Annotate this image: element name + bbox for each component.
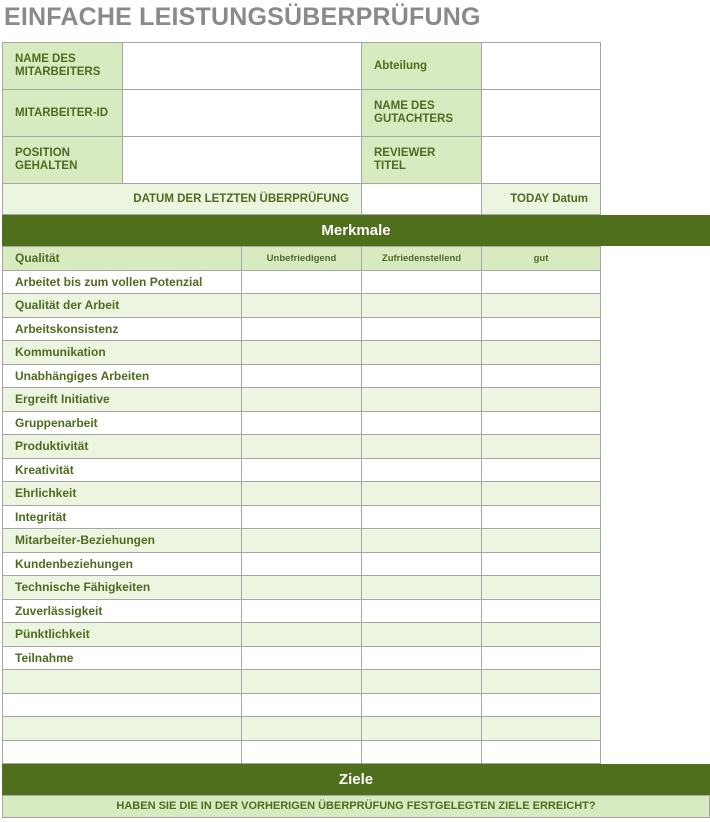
rating-cell[interactable] <box>482 482 601 506</box>
rating-cell[interactable] <box>362 599 482 623</box>
trait-row <box>3 411 601 435</box>
trait-label: Ergreift Initiative <box>3 388 242 412</box>
trait-label: Ehrlichkeit <box>3 482 242 506</box>
trait-row <box>3 458 601 482</box>
goals-question: HABEN SIE DIE IN DER VORHERIGEN ÜBERPRÜFUNG FESTGELEGTEN ZIELE ERREICHT? <box>2 795 710 818</box>
trait-row <box>3 599 601 623</box>
trait-row <box>3 552 601 576</box>
trait-label: Gruppenarbeit <box>3 411 242 435</box>
rating-cell[interactable] <box>482 294 601 318</box>
trait-row <box>3 623 601 647</box>
rating-cell[interactable] <box>362 623 482 647</box>
rating-cell[interactable] <box>242 693 362 717</box>
trait-row <box>3 364 601 388</box>
last-review-date-field[interactable] <box>362 184 482 215</box>
page-title: EINFACHE LEISTUNGSÜBERPRÜFUNG <box>4 3 481 31</box>
position-field[interactable] <box>123 137 362 184</box>
trait-row <box>3 341 601 365</box>
rating-cell[interactable] <box>242 270 362 294</box>
traits-table <box>2 246 601 764</box>
traits-section-header: Merkmale <box>2 215 710 246</box>
rating-cell[interactable] <box>362 482 482 506</box>
rating-cell[interactable] <box>482 529 601 553</box>
trait-label: Mitarbeiter-Beziehungen <box>3 529 242 553</box>
trait-label <box>3 740 242 764</box>
reviewer-name-field[interactable] <box>482 90 601 137</box>
rating-cell[interactable] <box>242 505 362 529</box>
trait-row <box>3 576 601 600</box>
rating-cell[interactable] <box>362 693 482 717</box>
trait-row <box>3 717 601 741</box>
reviewer-name-label: NAME DES GUTACHTERS <box>362 90 482 137</box>
rating-cell[interactable] <box>242 670 362 694</box>
rating-cell[interactable] <box>242 552 362 576</box>
rating-cell[interactable] <box>482 270 601 294</box>
position-label: POSITION GEHALTEN <box>3 137 123 184</box>
trait-row <box>3 270 601 294</box>
rating-cell[interactable] <box>482 740 601 764</box>
trait-label <box>3 693 242 717</box>
rating-cell[interactable] <box>482 317 601 341</box>
rating-cell[interactable] <box>482 435 601 459</box>
trait-label: Technische Fähigkeiten <box>3 576 242 600</box>
rating-cell[interactable] <box>482 341 601 365</box>
rating-cell[interactable] <box>482 693 601 717</box>
rating-cell[interactable] <box>362 505 482 529</box>
trait-row <box>3 388 601 412</box>
rating-cell[interactable] <box>482 505 601 529</box>
trait-label: Integrität <box>3 505 242 529</box>
rating-column-header: Zufriedenstellend <box>362 247 482 271</box>
rating-cell[interactable] <box>482 458 601 482</box>
trait-label: Produktivität <box>3 435 242 459</box>
trait-row <box>3 670 601 694</box>
rating-cell[interactable] <box>362 294 482 318</box>
rating-cell[interactable] <box>242 717 362 741</box>
trait-row <box>3 317 601 341</box>
rating-cell[interactable] <box>362 552 482 576</box>
trait-label: Arbeitet bis zum vollen Potenzial <box>3 270 242 294</box>
trait-label: Unabhängiges Arbeiten <box>3 364 242 388</box>
rating-cell[interactable] <box>362 576 482 600</box>
employee-info-table <box>2 42 601 215</box>
rating-column-header: Unbefriedigend <box>242 247 362 271</box>
last-review-date-label: DATUM DER LETZTEN ÜBERPRÜFUNG <box>3 184 362 215</box>
rating-cell[interactable] <box>482 576 601 600</box>
trait-label: Kommunikation <box>3 341 242 365</box>
rating-cell[interactable] <box>362 435 482 459</box>
rating-cell[interactable] <box>242 411 362 435</box>
rating-cell[interactable] <box>242 341 362 365</box>
department-field[interactable] <box>482 43 601 90</box>
rating-cell[interactable] <box>242 740 362 764</box>
rating-cell[interactable] <box>482 364 601 388</box>
trait-row <box>3 505 601 529</box>
trait-row <box>3 740 601 764</box>
rating-cell[interactable] <box>242 646 362 670</box>
today-date-label: TODAY Datum <box>482 184 601 215</box>
reviewer-title-label: REVIEWER TITEL <box>362 137 482 184</box>
rating-cell[interactable] <box>482 717 601 741</box>
rating-cell[interactable] <box>242 576 362 600</box>
rating-cell[interactable] <box>242 599 362 623</box>
trait-label <box>3 670 242 694</box>
trait-label: Qualität der Arbeit <box>3 294 242 318</box>
employee-id-field[interactable] <box>123 90 362 137</box>
rating-cell[interactable] <box>242 623 362 647</box>
goals-section-header: Ziele <box>2 764 710 795</box>
employee-name-field[interactable] <box>123 43 362 90</box>
rating-cell[interactable] <box>362 646 482 670</box>
rating-cell[interactable] <box>242 529 362 553</box>
rating-cell[interactable] <box>362 364 482 388</box>
rating-cell[interactable] <box>362 411 482 435</box>
trait-row <box>3 482 601 506</box>
trait-row <box>3 435 601 459</box>
rating-cell[interactable] <box>362 458 482 482</box>
trait-row <box>3 646 601 670</box>
trait-label: Pünktlichkeit <box>3 623 242 647</box>
traits-header-row <box>3 247 601 271</box>
rating-cell[interactable] <box>482 646 601 670</box>
trait-row <box>3 529 601 553</box>
rating-cell[interactable] <box>242 364 362 388</box>
rating-cell[interactable] <box>482 388 601 412</box>
trait-label <box>3 717 242 741</box>
rating-cell[interactable] <box>242 435 362 459</box>
quality-column-header: Qualität <box>3 247 242 271</box>
rating-cell[interactable] <box>362 717 482 741</box>
rating-column-header: gut <box>482 247 601 271</box>
trait-label: Arbeitskonsistenz <box>3 317 242 341</box>
rating-cell[interactable] <box>242 317 362 341</box>
trait-label: Kundenbeziehungen <box>3 552 242 576</box>
trait-row <box>3 294 601 318</box>
rating-cell[interactable] <box>242 294 362 318</box>
rating-cell[interactable] <box>482 670 601 694</box>
rating-cell[interactable] <box>482 411 601 435</box>
rating-cell[interactable] <box>242 388 362 412</box>
rating-cell[interactable] <box>362 740 482 764</box>
trait-row <box>3 693 601 717</box>
rating-cell[interactable] <box>242 482 362 506</box>
trait-label: Teilnahme <box>3 646 242 670</box>
trait-label: Kreativität <box>3 458 242 482</box>
rating-cell[interactable] <box>362 670 482 694</box>
employee-name-label: NAME DES MITARBEITERS <box>3 43 123 90</box>
rating-cell[interactable] <box>362 341 482 365</box>
rating-cell[interactable] <box>482 599 601 623</box>
rating-cell[interactable] <box>242 458 362 482</box>
reviewer-title-field[interactable] <box>482 137 601 184</box>
rating-cell[interactable] <box>482 623 601 647</box>
rating-cell[interactable] <box>362 388 482 412</box>
rating-cell[interactable] <box>362 317 482 341</box>
rating-cell[interactable] <box>362 270 482 294</box>
trait-label: Zuverlässigkeit <box>3 599 242 623</box>
employee-id-label: MITARBEITER-ID <box>3 90 123 137</box>
department-label: Abteilung <box>362 43 482 90</box>
rating-cell[interactable] <box>482 552 601 576</box>
rating-cell[interactable] <box>362 529 482 553</box>
